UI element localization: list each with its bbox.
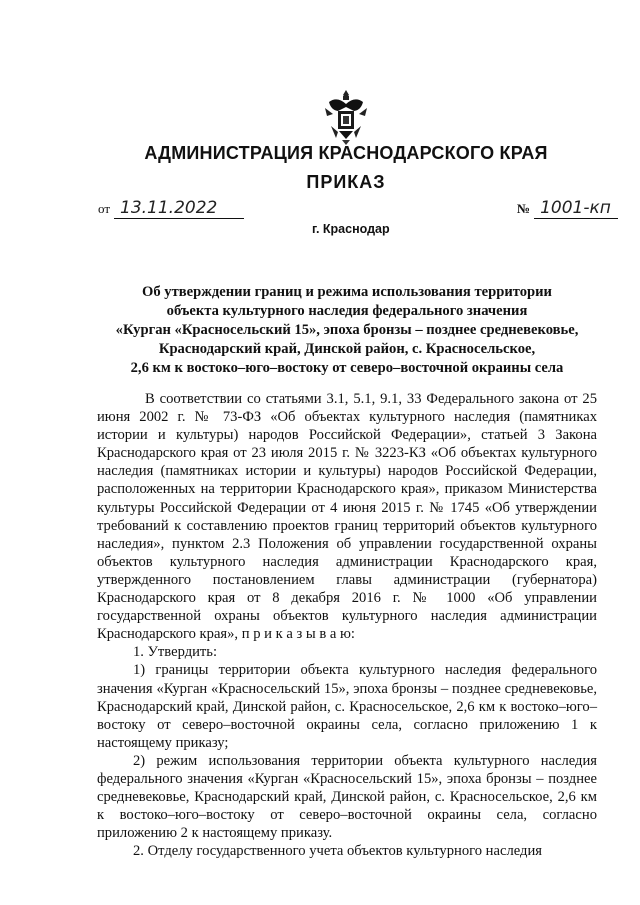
- body-paragraph: 1. Утвердить:: [133, 644, 218, 661]
- body-paragraph: 2. Отделу государственного учета объектов культурного наследия: [133, 843, 542, 860]
- title-line: «Курган «Красносельский 15», эпоха бронзы – позднее средневековье,: [115, 322, 579, 338]
- body-paragraph: 1) границы территории объекта культурного наследия федерального значения «Курган «Красносельский 15», эпоха бронзы – позднее средневековье, Краснодарский край, Динской район, с. Красносельское, 2,6 км к востоко–юго–востоку от северо–восточной окраины села, согласно приложению 1 к настоящему приказу;: [97, 662, 597, 751]
- title-line: объекта культурного наследия федерального значения: [166, 303, 528, 319]
- number-row: [517, 198, 618, 219]
- city-name: г. Краснодар: [312, 222, 390, 236]
- body-paragraph: 2) режим использования территории объекта культурного наследия федерального значения «Курган «Красносельский 15», эпоха бронзы – позднее средневековье, Краснодарский край, Динской район, с. Красносельское, 2,6 км к востоко–юго–востоку от северо–восточной окраины села, согласно приложению 2 к настоящему приказу.: [97, 752, 597, 842]
- title-line: 2,6 км к востоко–юго–востоку от северо–восточной окраины села: [130, 360, 564, 376]
- date-row: [98, 198, 244, 219]
- organization-name: АДМИНИСТРАЦИЯ КРАСНОДАРСКОГО КРАЯ: [144, 143, 548, 163]
- date-prefix: от: [98, 201, 111, 216]
- handwritten-date: 13.11.2022: [114, 198, 244, 219]
- title-line: Краснодарский край, Динской район, с. Красносельское,: [158, 341, 536, 357]
- title-line: Об утверждении границ и режима использования территории: [142, 284, 552, 300]
- coat-of-arms-icon: [323, 86, 369, 146]
- document-type: ПРИКАЗ: [306, 172, 386, 192]
- document-body: [97, 390, 597, 860]
- number-prefix: №: [517, 201, 531, 216]
- document-title: [104, 283, 590, 378]
- body-paragraph: В соответствии со статьями 3.1, 5.1, 9.1, 33 Федерального закона от 25 июня 2002 г. № 73-ФЗ «Об объектах культурного наследия (памятниках истории и культуры) народов Российской Федерации», статьей 3 Закона Краснодарского края от 23 июля 2015 г. № 3223-КЗ «Об объектах культурного наследия (памятниках истории и культуры) народов Российской Федерации, расположенных на территории Краснодарского края», приказом Министерства культуры Российской Федерации от 4 июня 2015 г. № 1745 «Об утверждении требований к составлению проектов границ территорий объектов культурного наследия», пунктом 2.3 Положения об управлении государственной охраны объектов культурного наследия администрации Краснодарского края, утвержденного постановлением главы администрации (губернатора) Краснодарского края от 8 декабря 2016 г. № 1000 «Об управлении государственной охраны объектов культурного наследия администрации Краснодарского края», п р и к а з ы в а ю:: [97, 391, 597, 643]
- handwritten-number: 1001-кп: [534, 198, 618, 219]
